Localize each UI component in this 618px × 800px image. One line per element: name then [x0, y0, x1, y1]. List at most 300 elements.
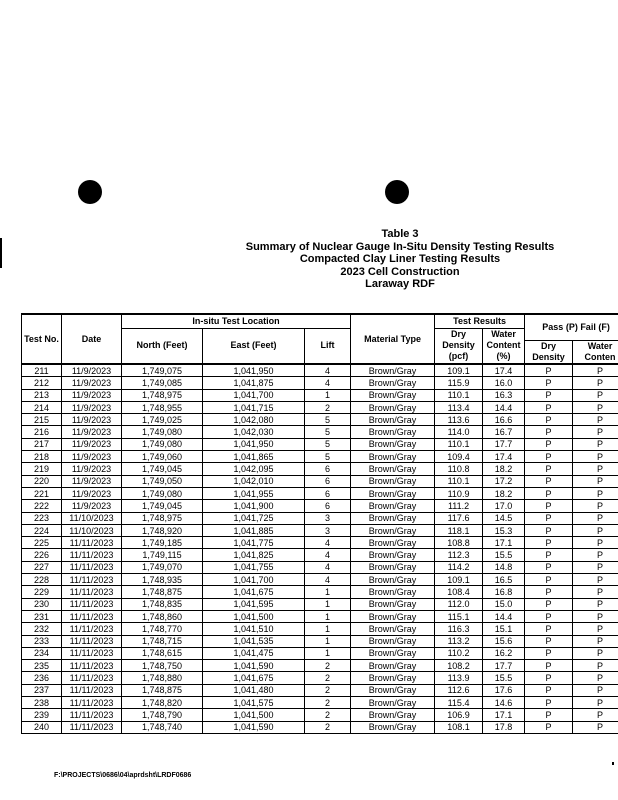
cell-test-no: 231: [22, 610, 62, 622]
cell-pf-water: P: [573, 561, 618, 573]
cell-east: 1,041,475: [203, 647, 305, 659]
cell-pf-water: P: [573, 537, 618, 549]
cell-pf-dry: P: [525, 524, 573, 536]
cell-pf-dry: P: [525, 364, 573, 377]
cell-test-no: 224: [22, 524, 62, 536]
cell-dry-density: 112.6: [435, 684, 483, 696]
cell-test-no: 221: [22, 487, 62, 499]
cell-water-content: 17.4: [483, 451, 525, 463]
cell-pf-dry: P: [525, 697, 573, 709]
cell-pf-dry: P: [525, 709, 573, 721]
cell-pf-dry: P: [525, 561, 573, 573]
cell-north: 1,749,070: [122, 561, 203, 573]
cell-pf-water: P: [573, 438, 618, 450]
cell-north: 1,748,880: [122, 672, 203, 684]
header-results-group: Test Results: [435, 314, 525, 328]
cell-north: 1,749,025: [122, 414, 203, 426]
cell-north: 1,748,860: [122, 610, 203, 622]
cell-north: 1,748,770: [122, 623, 203, 635]
cell-test-no: 217: [22, 438, 62, 450]
cell-east: 1,041,775: [203, 537, 305, 549]
cell-pf-dry: P: [525, 623, 573, 635]
cell-dry-density: 113.4: [435, 401, 483, 413]
cell-pf-dry: P: [525, 537, 573, 549]
cell-material: Brown/Gray: [351, 438, 435, 450]
cell-pf-water: P: [573, 635, 618, 647]
cell-material: Brown/Gray: [351, 500, 435, 512]
cell-pf-dry: P: [525, 377, 573, 389]
cell-pf-dry: P: [525, 647, 573, 659]
cell-material: Brown/Gray: [351, 623, 435, 635]
cell-water-content: 17.0: [483, 500, 525, 512]
cell-test-no: 236: [22, 672, 62, 684]
header-passfail-group: Pass (P) Fail (F): [525, 314, 618, 340]
cell-pf-water: P: [573, 672, 618, 684]
table-row: [22, 709, 618, 721]
cell-test-no: 230: [22, 598, 62, 610]
cell-water-content: 17.6: [483, 684, 525, 696]
cell-date: 11/9/2023: [62, 463, 122, 475]
cell-date: 11/11/2023: [62, 672, 122, 684]
cell-date: 11/9/2023: [62, 500, 122, 512]
table-row: [22, 586, 618, 598]
cell-lift: 2: [305, 697, 351, 709]
cell-east: 1,041,955: [203, 487, 305, 499]
cell-water-content: 16.0: [483, 377, 525, 389]
table-row: [22, 647, 618, 659]
cell-north: 1,749,045: [122, 463, 203, 475]
cell-lift: 5: [305, 451, 351, 463]
cell-east: 1,041,595: [203, 598, 305, 610]
table-row: [22, 660, 618, 672]
cell-dry-density: 115.9: [435, 377, 483, 389]
cell-date: 11/10/2023: [62, 524, 122, 536]
cell-pf-water: P: [573, 364, 618, 377]
cell-north: 1,748,740: [122, 721, 203, 733]
cell-pf-dry: P: [525, 487, 573, 499]
cell-pf-water: P: [573, 451, 618, 463]
cell-material: Brown/Gray: [351, 364, 435, 377]
cell-lift: 3: [305, 512, 351, 524]
cell-date: 11/11/2023: [62, 549, 122, 561]
cell-dry-density: 108.4: [435, 586, 483, 598]
cell-water-content: 16.5: [483, 574, 525, 586]
cell-date: 11/9/2023: [62, 487, 122, 499]
cell-dry-density: 111.2: [435, 500, 483, 512]
cell-pf-water: P: [573, 389, 618, 401]
cell-pf-dry: P: [525, 574, 573, 586]
cell-pf-water: P: [573, 426, 618, 438]
cell-test-no: 232: [22, 623, 62, 635]
cell-dry-density: 113.9: [435, 672, 483, 684]
cell-north: 1,748,820: [122, 697, 203, 709]
cell-water-content: 14.8: [483, 561, 525, 573]
cell-north: 1,749,080: [122, 438, 203, 450]
cell-dry-density: 108.8: [435, 537, 483, 549]
cell-dry-density: 108.2: [435, 660, 483, 672]
table-row: [22, 451, 618, 463]
cell-east: 1,041,535: [203, 635, 305, 647]
table-title: [200, 228, 600, 291]
cell-lift: 6: [305, 487, 351, 499]
cell-pf-water: P: [573, 574, 618, 586]
cell-lift: 6: [305, 475, 351, 487]
cell-test-no: 227: [22, 561, 62, 573]
cell-test-no: 214: [22, 401, 62, 413]
cell-east: 1,042,095: [203, 463, 305, 475]
cell-date: 11/11/2023: [62, 709, 122, 721]
cell-pf-dry: P: [525, 598, 573, 610]
table-row: [22, 414, 618, 426]
cell-test-no: 233: [22, 635, 62, 647]
punch-hole-left: [78, 180, 102, 204]
table-row: [22, 475, 618, 487]
cell-north: 1,748,975: [122, 389, 203, 401]
cell-date: 11/9/2023: [62, 438, 122, 450]
cell-date: 11/9/2023: [62, 426, 122, 438]
cell-dry-density: 112.0: [435, 598, 483, 610]
cell-lift: 2: [305, 721, 351, 733]
cell-water-content: 17.2: [483, 475, 525, 487]
cell-lift: 1: [305, 610, 351, 622]
header-east: East (Feet): [203, 328, 305, 364]
cell-east: 1,041,590: [203, 721, 305, 733]
cell-date: 11/11/2023: [62, 721, 122, 733]
cell-east: 1,041,725: [203, 512, 305, 524]
cell-pf-dry: P: [525, 438, 573, 450]
table-row: [22, 721, 618, 733]
cell-east: 1,041,575: [203, 697, 305, 709]
cell-material: Brown/Gray: [351, 426, 435, 438]
table-row: [22, 549, 618, 561]
cell-dry-density: 113.2: [435, 635, 483, 647]
cell-lift: 1: [305, 586, 351, 598]
cell-pf-water: P: [573, 377, 618, 389]
cell-material: Brown/Gray: [351, 574, 435, 586]
title-line-1: Table 3: [381, 228, 419, 240]
table-row: [22, 635, 618, 647]
cell-pf-dry: P: [525, 389, 573, 401]
cell-water-content: 17.7: [483, 660, 525, 672]
cell-pf-water: P: [573, 487, 618, 499]
cell-dry-density: 114.2: [435, 561, 483, 573]
cell-east: 1,041,825: [203, 549, 305, 561]
cell-date: 11/11/2023: [62, 586, 122, 598]
cell-pf-water: P: [573, 709, 618, 721]
cell-north: 1,749,085: [122, 377, 203, 389]
cell-east: 1,041,865: [203, 451, 305, 463]
table-row: [22, 377, 618, 389]
header-pf-water: Water Conten: [573, 340, 618, 364]
cell-test-no: 215: [22, 414, 62, 426]
cell-pf-water: P: [573, 660, 618, 672]
cell-test-no: 226: [22, 549, 62, 561]
cell-pf-dry: P: [525, 635, 573, 647]
table-row: [22, 598, 618, 610]
cell-test-no: 219: [22, 463, 62, 475]
cell-water-content: 15.5: [483, 672, 525, 684]
cell-dry-density: 113.6: [435, 414, 483, 426]
cell-pf-dry: P: [525, 660, 573, 672]
cell-water-content: 17.8: [483, 721, 525, 733]
cell-north: 1,748,790: [122, 709, 203, 721]
cell-water-content: 15.5: [483, 549, 525, 561]
cell-north: 1,748,935: [122, 574, 203, 586]
cell-lift: 3: [305, 524, 351, 536]
cell-material: Brown/Gray: [351, 647, 435, 659]
cell-dry-density: 116.3: [435, 623, 483, 635]
cell-date: 11/9/2023: [62, 475, 122, 487]
cell-water-content: 14.4: [483, 610, 525, 622]
title-line-3: Compacted Clay Liner Testing Results: [299, 253, 501, 265]
cell-north: 1,748,875: [122, 586, 203, 598]
cell-north: 1,749,045: [122, 500, 203, 512]
cell-date: 11/9/2023: [62, 414, 122, 426]
cell-lift: 4: [305, 561, 351, 573]
cell-east: 1,041,500: [203, 709, 305, 721]
cell-north: 1,748,975: [122, 512, 203, 524]
header-test-no: Test No.: [22, 314, 62, 364]
table-row: [22, 463, 618, 475]
cell-lift: 2: [305, 660, 351, 672]
cell-lift: 1: [305, 635, 351, 647]
cell-dry-density: 109.1: [435, 364, 483, 377]
cell-material: Brown/Gray: [351, 401, 435, 413]
cell-north: 1,748,875: [122, 684, 203, 696]
cell-pf-water: P: [573, 598, 618, 610]
table-row: [22, 623, 618, 635]
cell-test-no: 228: [22, 574, 62, 586]
cell-date: 11/9/2023: [62, 401, 122, 413]
cell-lift: 6: [305, 500, 351, 512]
cell-test-no: 211: [22, 364, 62, 377]
cell-date: 11/9/2023: [62, 377, 122, 389]
cell-dry-density: 112.3: [435, 549, 483, 561]
cell-test-no: 240: [22, 721, 62, 733]
cell-east: 1,041,510: [203, 623, 305, 635]
cell-material: Brown/Gray: [351, 561, 435, 573]
cell-water-content: 14.6: [483, 697, 525, 709]
cell-dry-density: 108.1: [435, 721, 483, 733]
cell-pf-dry: P: [525, 512, 573, 524]
cell-water-content: 17.1: [483, 537, 525, 549]
cell-east: 1,041,700: [203, 389, 305, 401]
table-row: [22, 672, 618, 684]
cell-north: 1,749,050: [122, 475, 203, 487]
cell-material: Brown/Gray: [351, 709, 435, 721]
cell-water-content: 16.3: [483, 389, 525, 401]
cell-water-content: 16.8: [483, 586, 525, 598]
cell-east: 1,042,030: [203, 426, 305, 438]
cell-test-no: 225: [22, 537, 62, 549]
cell-pf-water: P: [573, 647, 618, 659]
header-water-content: Water Content (%): [483, 328, 525, 364]
cell-dry-density: 118.1: [435, 524, 483, 536]
cell-pf-dry: P: [525, 463, 573, 475]
cell-lift: 4: [305, 537, 351, 549]
header-north: North (Feet): [122, 328, 203, 364]
header-location-group: In-situ Test Location: [122, 314, 351, 328]
cell-dry-density: 117.6: [435, 512, 483, 524]
title-line-2: Summary of Nuclear Gauge In-Situ Density Testing Results: [245, 240, 555, 253]
cell-pf-water: P: [573, 414, 618, 426]
cell-north: 1,748,835: [122, 598, 203, 610]
cell-lift: 5: [305, 438, 351, 450]
cell-lift: 2: [305, 684, 351, 696]
cell-east: 1,041,950: [203, 438, 305, 450]
cell-material: Brown/Gray: [351, 524, 435, 536]
cell-east: 1,041,480: [203, 684, 305, 696]
scan-edge-mark: [0, 238, 2, 268]
header-date: Date: [62, 314, 122, 364]
cell-date: 11/10/2023: [62, 512, 122, 524]
cell-lift: 1: [305, 647, 351, 659]
cell-dry-density: 110.1: [435, 475, 483, 487]
cell-pf-water: P: [573, 475, 618, 487]
cell-water-content: 15.6: [483, 635, 525, 647]
cell-test-no: 235: [22, 660, 62, 672]
cell-date: 11/11/2023: [62, 647, 122, 659]
cell-lift: 4: [305, 364, 351, 377]
cell-dry-density: 106.9: [435, 709, 483, 721]
cell-test-no: 234: [22, 647, 62, 659]
table-row: [22, 389, 618, 401]
cell-north: 1,749,080: [122, 426, 203, 438]
cell-dry-density: 115.1: [435, 610, 483, 622]
cell-lift: 2: [305, 672, 351, 684]
cell-dry-density: 110.1: [435, 438, 483, 450]
table-row: [22, 561, 618, 573]
cell-east: 1,042,010: [203, 475, 305, 487]
cell-pf-dry: P: [525, 451, 573, 463]
table-row: [22, 487, 618, 499]
cell-material: Brown/Gray: [351, 635, 435, 647]
cell-water-content: 16.6: [483, 414, 525, 426]
cell-pf-dry: P: [525, 610, 573, 622]
cell-north: 1,749,060: [122, 451, 203, 463]
cell-test-no: 220: [22, 475, 62, 487]
table-row: [22, 684, 618, 696]
cell-material: Brown/Gray: [351, 389, 435, 401]
table-row: [22, 697, 618, 709]
cell-pf-water: P: [573, 512, 618, 524]
cell-material: Brown/Gray: [351, 512, 435, 524]
cell-east: 1,041,715: [203, 401, 305, 413]
cell-pf-dry: P: [525, 500, 573, 512]
scan-speck: [612, 762, 614, 765]
cell-material: Brown/Gray: [351, 377, 435, 389]
cell-pf-dry: P: [525, 684, 573, 696]
cell-date: 11/11/2023: [62, 610, 122, 622]
cell-material: Brown/Gray: [351, 610, 435, 622]
cell-test-no: 212: [22, 377, 62, 389]
cell-date: 11/9/2023: [62, 364, 122, 377]
cell-east: 1,041,875: [203, 377, 305, 389]
cell-pf-dry: P: [525, 721, 573, 733]
table-row: [22, 401, 618, 413]
cell-east: 1,041,755: [203, 561, 305, 573]
cell-east: 1,041,900: [203, 500, 305, 512]
cell-dry-density: 114.0: [435, 426, 483, 438]
cell-east: 1,041,885: [203, 524, 305, 536]
cell-pf-water: P: [573, 721, 618, 733]
cell-north: 1,748,750: [122, 660, 203, 672]
cell-east: 1,041,675: [203, 672, 305, 684]
cell-dry-density: 110.2: [435, 647, 483, 659]
cell-lift: 4: [305, 549, 351, 561]
table-row: [22, 500, 618, 512]
cell-material: Brown/Gray: [351, 697, 435, 709]
cell-date: 11/11/2023: [62, 598, 122, 610]
cell-date: 11/9/2023: [62, 389, 122, 401]
cell-dry-density: 115.4: [435, 697, 483, 709]
cell-pf-water: P: [573, 697, 618, 709]
cell-water-content: 17.4: [483, 364, 525, 377]
cell-east: 1,041,675: [203, 586, 305, 598]
cell-pf-dry: P: [525, 414, 573, 426]
cell-dry-density: 109.1: [435, 574, 483, 586]
cell-material: Brown/Gray: [351, 721, 435, 733]
cell-test-no: 222: [22, 500, 62, 512]
density-table-container: [21, 313, 618, 734]
cell-pf-water: P: [573, 500, 618, 512]
cell-water-content: 16.2: [483, 647, 525, 659]
table-body: [22, 364, 618, 733]
cell-north: 1,748,920: [122, 524, 203, 536]
cell-date: 11/11/2023: [62, 623, 122, 635]
cell-north: 1,748,715: [122, 635, 203, 647]
cell-date: 11/11/2023: [62, 574, 122, 586]
title-line-4: 2023 Cell Construction: [340, 265, 460, 278]
punch-hole-right: [385, 180, 409, 204]
cell-pf-dry: P: [525, 475, 573, 487]
cell-date: 11/11/2023: [62, 660, 122, 672]
cell-pf-dry: P: [525, 672, 573, 684]
cell-lift: 1: [305, 598, 351, 610]
file-path-footer: F:\PROJECTS\0686\04\aprdsht\LRDF0686: [54, 772, 192, 779]
cell-test-no: 238: [22, 697, 62, 709]
cell-water-content: 16.7: [483, 426, 525, 438]
cell-date: 11/11/2023: [62, 684, 122, 696]
table-row: [22, 426, 618, 438]
cell-test-no: 237: [22, 684, 62, 696]
cell-dry-density: 110.1: [435, 389, 483, 401]
cell-pf-water: P: [573, 524, 618, 536]
cell-material: Brown/Gray: [351, 586, 435, 598]
cell-north: 1,749,185: [122, 537, 203, 549]
cell-date: 11/11/2023: [62, 635, 122, 647]
cell-water-content: 14.5: [483, 512, 525, 524]
cell-test-no: 216: [22, 426, 62, 438]
header-dry-density: Dry Density (pcf): [435, 328, 483, 364]
cell-lift: 4: [305, 377, 351, 389]
cell-material: Brown/Gray: [351, 537, 435, 549]
table-row: [22, 610, 618, 622]
cell-north: 1,748,955: [122, 401, 203, 413]
cell-pf-water: P: [573, 401, 618, 413]
cell-water-content: 18.2: [483, 463, 525, 475]
cell-pf-water: P: [573, 549, 618, 561]
cell-north: 1,748,615: [122, 647, 203, 659]
header-material: Material Type: [351, 314, 435, 364]
cell-pf-water: P: [573, 610, 618, 622]
cell-lift: 2: [305, 401, 351, 413]
cell-pf-dry: P: [525, 426, 573, 438]
cell-test-no: 229: [22, 586, 62, 598]
cell-test-no: 218: [22, 451, 62, 463]
cell-north: 1,749,115: [122, 549, 203, 561]
table-row: [22, 574, 618, 586]
